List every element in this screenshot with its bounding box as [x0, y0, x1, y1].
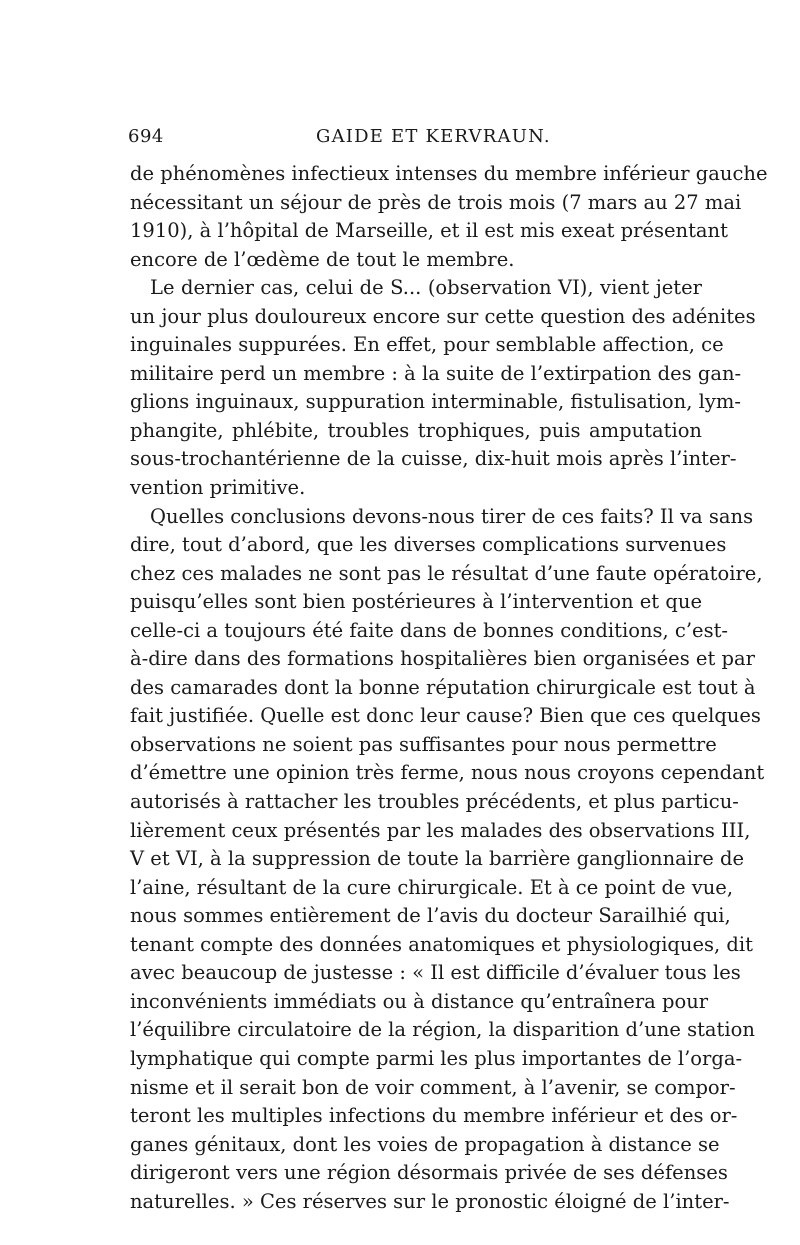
text-line: autorisés à rattacher les troubles précédents, et plus particu-: [130, 790, 739, 814]
text-line: observations ne soient pas suffisantes pour nous permettre: [130, 732, 717, 756]
running-head: GAIDE ET KERVRAUN.: [316, 126, 551, 147]
text-line: celle-ci a toujours été faite dans de bonnes conditions, c’est-: [130, 618, 729, 642]
text-line: puisqu’elles sont bien postérieures à l’intervention et que: [130, 590, 702, 614]
text-line: dirigeront vers une région désormais privée de ses défenses: [130, 1161, 728, 1185]
text-line: glions inguinaux, suppuration interminable, fistulisation, lym-: [130, 390, 741, 414]
page-header: [128, 126, 704, 150]
text-line: ganes génitaux, dont les voies de propagation à distance se: [130, 1132, 720, 1156]
text-line: encore de l’œdème de tout le membre.: [130, 247, 515, 271]
text-line: tenant compte des données anatomiques et physiologiques, dit: [130, 932, 753, 956]
text-line: Quelles conclusions devons-nous tirer de ces faits? Il va sans: [150, 504, 754, 528]
text-line: phangite, phlébite, troubles trophiques, puis amputation: [130, 418, 702, 442]
text-line: à-dire dans des formations hospitalières bien organisées et par: [130, 647, 755, 671]
text-line: nécessitant un séjour de près de trois mois (7 mars au 27 mai: [130, 190, 742, 214]
text-line: l’aine, résultant de la cure chirurgicale. Et à ce point de vue,: [130, 875, 734, 899]
text-line: lymphatique qui compte parmi les plus importantes de l’orga-: [130, 1046, 743, 1070]
text-line: nisme et il serait bon de voir comment, à l’avenir, se compor-: [130, 1075, 736, 1099]
text-line: nous sommes entièrement de l’avis du docteur Sarailhié qui,: [130, 904, 731, 928]
text-line: lièrement ceux présentés par les malades des observations III,: [130, 818, 751, 842]
text-line: 1910), à l’hôpital de Marseille, et il est mis exeat présentant: [130, 219, 728, 243]
text-line: V et VI, à la suppression de toute la barrière ganglionnaire de: [130, 847, 745, 871]
text-line: inguinales suppurées. En effet, pour semblable affection, ce: [130, 333, 724, 357]
text-line: naturelles. » Ces réserves sur le pronostic éloigné de l’inter-: [130, 1189, 730, 1213]
text-line: d’émettre une opinion très ferme, nous nous croyons cependant: [130, 761, 765, 785]
text-line: dire, tout d’abord, que les diverses complications survenues: [130, 533, 727, 557]
text-line: inconvénients immédiats ou à distance qu’entraînera pour: [130, 989, 709, 1013]
text-line: chez ces malades ne sont pas le résultat d’une faute opératoire,: [130, 561, 763, 585]
text-line: un jour plus douloureux encore sur cette question des adénites: [130, 304, 756, 328]
text-line: teront les multiples infections du membre inférieur et des or-: [130, 1104, 738, 1128]
text-line: militaire perd un membre : à la suite de l’extirpation des gan-: [130, 361, 742, 385]
page-number: 694: [128, 126, 164, 147]
text-line: Le dernier cas, celui de S... (observation VI), vient jeter: [150, 276, 702, 300]
text-line: sous-trochantérienne de la cuisse, dix-huit mois après l’inter-: [130, 447, 737, 471]
text-line: des camarades dont la bonne réputation chirurgicale est tout à: [130, 675, 756, 699]
text-line: de phénomènes infectieux intenses du membre inférieur gauche: [130, 162, 768, 185]
text-line: vention primitive.: [130, 476, 306, 500]
text-line: fait justifiée. Quelle est donc leur cause? Bien que ces quelques: [130, 704, 761, 728]
body-text: [130, 160, 768, 1216]
text-line: avec beaucoup de justesse : « Il est difficile d’évaluer tous les: [130, 961, 741, 985]
text-line: l’équilibre circulatoire de la région, la disparition d’une station: [130, 1018, 755, 1042]
